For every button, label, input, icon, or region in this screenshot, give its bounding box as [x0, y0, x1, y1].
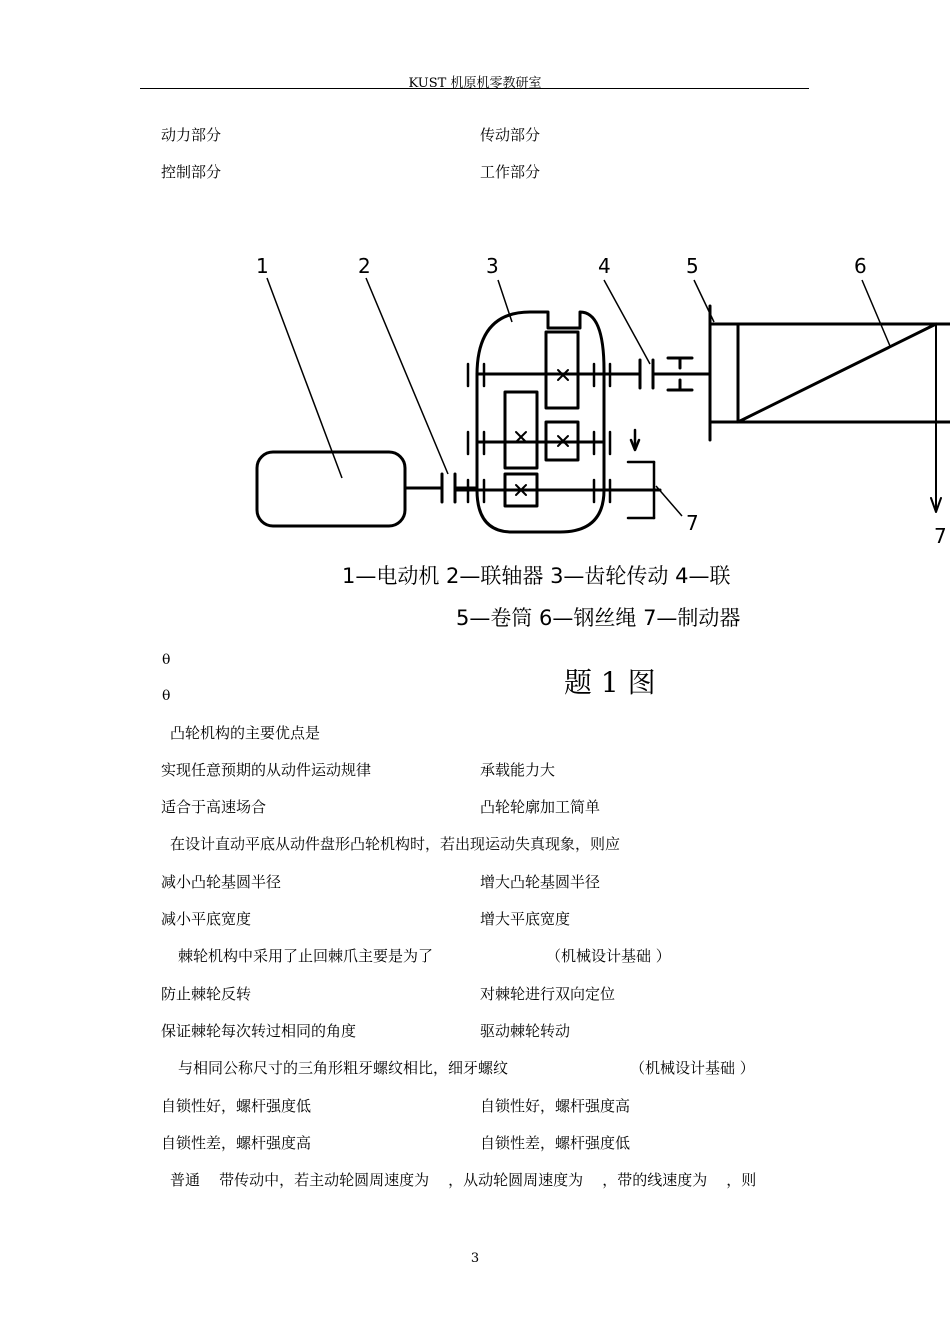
q0-option-b: 传动部分	[480, 126, 541, 144]
callout-5: 5	[686, 254, 699, 278]
q2-option-a: 减小凸轮基圆半径	[161, 873, 282, 891]
q3-option-a: 防止棘轮反转	[161, 985, 252, 1003]
coupling-right-shape	[640, 358, 710, 390]
figure-caption: 题 1 图	[564, 666, 656, 699]
callout-2: 2	[358, 254, 371, 278]
q0-option-c: 控制部分	[161, 163, 222, 181]
q1-option-c: 适合于高速场合	[161, 798, 267, 816]
brake-shape	[628, 430, 654, 518]
q2-option-d: 增大平底宽度	[480, 910, 571, 928]
q4-option-a: 自锁性好，螺杆强度低	[161, 1097, 312, 1115]
q3-stem: 棘轮机构中采用了止回棘爪主要是为了	[178, 947, 434, 965]
callout-4: 4	[598, 254, 611, 278]
drum-shape	[710, 306, 950, 440]
q4-option-b: 自锁性好，螺杆强度高	[480, 1097, 631, 1115]
callout-6: 6	[854, 254, 867, 278]
q2-option-b: 增大凸轮基圆半径	[480, 873, 601, 891]
q1-option-b: 承载能力大	[480, 761, 556, 779]
q1-option-a: 实现任意预期的从动件运动规律	[161, 761, 372, 779]
page-header: KUST 机原机零教研室	[408, 76, 542, 91]
figure-legend-line2: 5—卷筒 6—钢丝绳 7—制动器	[456, 606, 741, 630]
header-rule	[140, 88, 809, 89]
figure-legend-line1: 1—电动机 2—联轴器 3—齿轮传动 4—联	[342, 564, 731, 588]
q3-option-c: 保证棘轮每次转过相同的角度	[161, 1022, 357, 1040]
q2-stem: 在设计直动平底从动件盘形凸轮机构时，若出现运动失真现象，则应	[170, 835, 621, 853]
q3-option-b: 对棘轮进行双向定位	[480, 985, 616, 1003]
q2-option-c: 减小平底宽度	[161, 910, 252, 928]
wire-rope-shape	[738, 324, 936, 422]
q4-stem: 与相同公称尺寸的三角形粗牙螺纹相比，细牙螺纹	[178, 1059, 509, 1077]
q1-stem: 凸轮机构的主要优点是	[170, 724, 321, 742]
hoist-diagram	[230, 240, 950, 700]
q4-tag: （机械设计基础 ）	[630, 1059, 755, 1077]
q0-option-a: 动力部分	[161, 126, 222, 144]
stray-mark-1: θ	[162, 652, 171, 668]
gearbox-housing-shape	[477, 312, 604, 532]
coupling-left-shape	[442, 474, 477, 502]
callout-1: 1	[256, 254, 269, 278]
q3-tag: （机械设计基础 ）	[546, 947, 671, 965]
q1-option-d: 凸轮轮廓加工简单	[480, 798, 601, 816]
callout-3: 3	[486, 254, 499, 278]
stray-mark-2: θ	[162, 688, 171, 704]
q4-option-d: 自锁性差，螺杆强度低	[480, 1134, 631, 1152]
q3-option-d: 驱动棘轮转动	[480, 1022, 571, 1040]
q0-option-d: 工作部分	[480, 163, 541, 181]
callout-7-brake: 7	[686, 511, 699, 535]
callout-7-right: 7	[934, 524, 947, 548]
q5-stem: 普通 带传动中，若主动轮圆周速度为 ，从动轮圆周速度为 ，带的线速度为 ，则	[170, 1171, 757, 1189]
motor-shape	[257, 452, 442, 526]
gear-large-left-shape	[505, 392, 537, 468]
q4-option-c: 自锁性差，螺杆强度高	[161, 1134, 312, 1152]
gear-large-top-shape	[546, 332, 578, 408]
page-number: 3	[470, 1251, 480, 1266]
